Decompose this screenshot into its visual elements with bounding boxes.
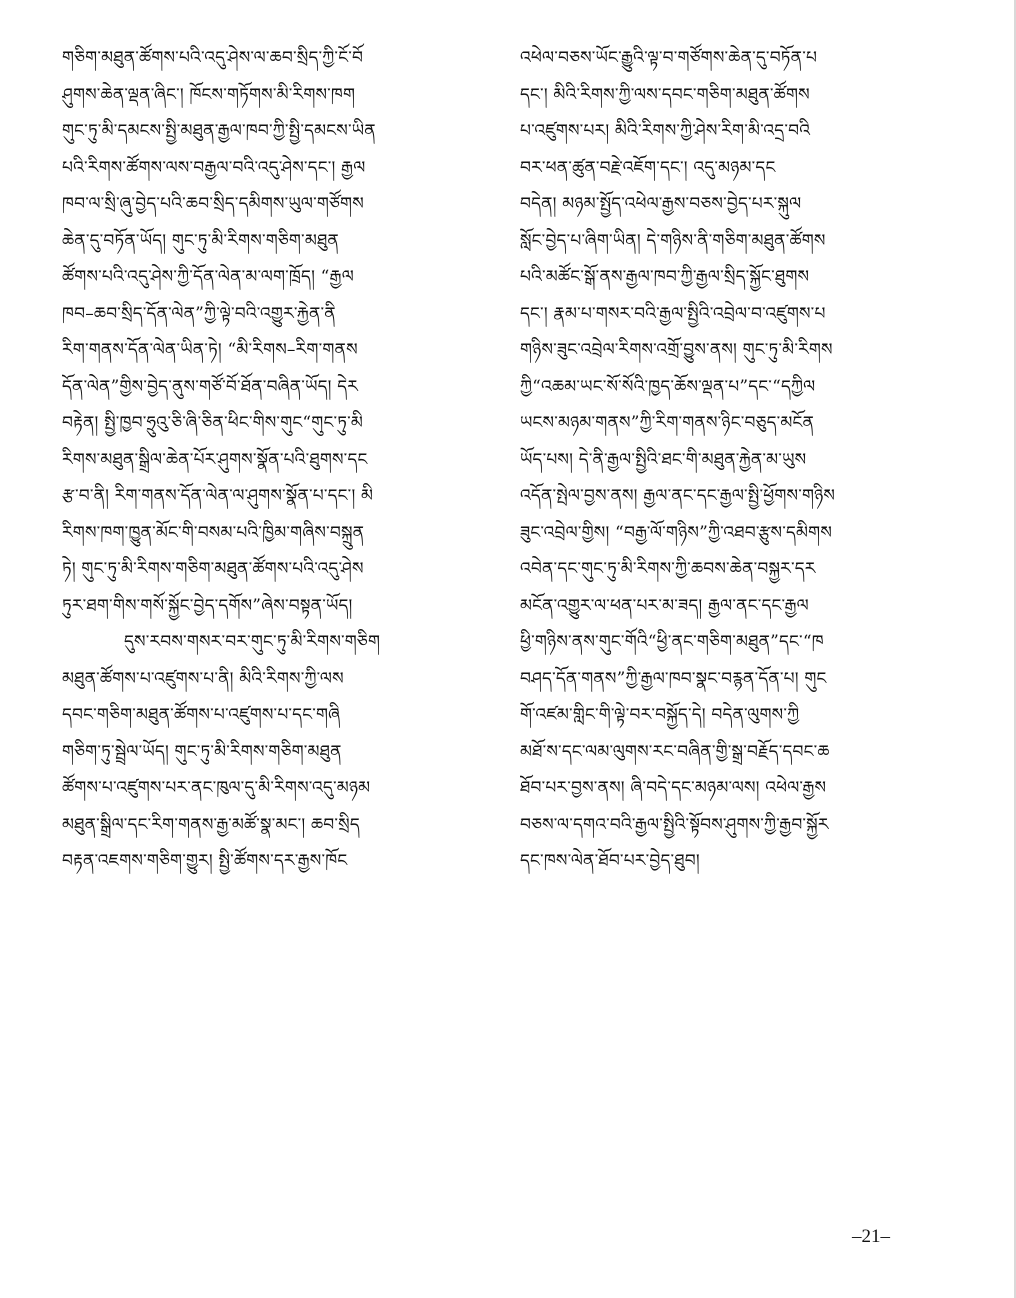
text-line: རིགས་ཁག་ཁྱུན་མོང་གི་བསམ་པའི་ཁྱིམ་གཞིས་བསྐྲུན (62, 522, 365, 543)
text-line: ཀྱི“འཆམ་ཡང་སོ་སོའི་ཁྱད་ཆོས་ལྡན་པ”དང་“དཀྱིལ (520, 376, 816, 397)
text-line: སློང་བྱེད་པ་ཞིག་ཡིན། དེ་གཉིས་ནི་གཅིག་མཐུན་ཚོགས (520, 230, 826, 251)
text-line: དང་། མིའི་རིགས་ཀྱི་ལས་དབང་གཅིག་མཐུན་ཚོགས (520, 84, 810, 105)
text-column-left (62, 40, 482, 880)
text-line: དང་ཁས་ལེན་ཐོབ་པར་བྱེད་ཐུབ། (520, 851, 700, 871)
text-line: ཆེན་དུ་བཏོན་ཡོད། གུང་ཏུ་མི་རིགས་གཅིག་མཐུན (62, 230, 339, 251)
text-line: ཡངས་མཉམ་གནས”ཀྱི་རིག་གནས་ཉིང་བཅུད་མངོན (520, 413, 815, 433)
text-line: དོན་ལེན”གྱིས་བྱེད་ནུས་གཙོ་བོ་ཐོན་བཞིན་ཡོད། དེར (62, 376, 359, 397)
text-line: གོ་འཛམ་གླིང་གི་ལྟེ་བར་བསྐྱོད་དེ། བདེན་ལུགས་ཀྱི (520, 705, 800, 725)
text-line: གཉིས་ཟུང་འབྲེལ་རིགས་འགྲོ་བྱུས་ནས། གུང་ཏུ་མི་རིགས (520, 340, 833, 360)
paragraph-start-line: དུས་རབས་གསར་བར་གུང་ཏུ་མི་རིགས་གཅིག (124, 632, 381, 652)
text-line: ཐོབ་པར་བྱས་ནས། ཞི་བདེ་དང་མཉམ་ལས། འཕེལ་རྒྱས (520, 778, 827, 798)
text-line: གཅིག་ཏུ་སྦྲེལ་ཡོད། གུང་ཏུ་མི་རིགས་གཅིག་མཐུན (62, 741, 342, 762)
text-line: བརྟེན། སྤྱི་ཁྱབ་ཧྲུའུ་ཅི་ཞི་ཅིན་ཕིང་གིས་གུང“གུང་ཏུ་མི (62, 413, 363, 433)
text-line: འདོན་སྤེལ་བྱས་ནས། རྒྱལ་ནང་དང་རྒྱལ་སྤྱི་ཕྱོགས་གཉིས (520, 486, 836, 506)
text-line: པའི་མཚོང་སྒོ་ནས་རྒྱལ་ཁབ་ཀྱི་རྒྱལ་སྲིད་སྐྱོང་ཐུགས (520, 267, 810, 287)
text-line: འཕེལ་བཅས་ཡོང་རྒྱུའི་ལྟ་བ་གཙོགས་ཆེན་དུ་བཏོན་པ (520, 48, 818, 68)
text-line: ཚོགས་པའི་འདུ་ཤེས་ཀྱི་དོན་ལེན་མ་ལག་ཁྲོད། “རྒྱལ (62, 267, 354, 287)
text-line: ཤུགས་ཆེན་ལྡན་ཞིང་། ཁོངས་གཏོགས་མི་རིགས་ཁག (62, 84, 356, 105)
text-line: མཐུན་སྒྲིལ་དང་རིག་གནས་རྒྱ་མཚོ་སྣ་མང་། ཆབ་སྲིད (62, 814, 360, 835)
text-line: བར་ཕན་ཚུན་བརྗེ་འཇོག་དང་། འདུ་མཉམ་དང (520, 157, 776, 178)
text-line: གཅིག་མཐུན་ཚོགས་པའི་འདུ་ཤེས་ལ་ཆབ་སྲིད་ཀྱི་ངོ་བོ (62, 48, 364, 68)
text-line: པ་འཛུགས་པར། མིའི་རིགས་ཀྱི་ཤེས་རིག་མི་འདྲ་བའི (520, 121, 811, 141)
text-line: བཅས་ལ་དགའ་བའི་རྒྱལ་སྤྱིའི་སྟོབས་ཤུགས་ཀྱི་རྒྱབ་སྐྱོར (520, 814, 829, 835)
text-line: ཟུང་འབྲེལ་གྱིས། “བརྒྱ་ལོ་གཉིས”ཀྱི་འཐབ་རྩུས་དམིགས (520, 522, 833, 543)
text-line: བརྟན་འཇགས་གཅིག་གྱུར། སྤྱི་ཚོགས་དར་རྒྱས་ཁོང (62, 851, 348, 871)
text-line: ཁབ–ཆབ་སྲིད་དོན་ལེན”ཀྱི་ལྟེ་བའི་འགྱུར་རྐྱེན་ནི (62, 303, 336, 324)
text-line: རིགས་མཐུན་སྒྲིལ་ཆེན་པོར་ཤུགས་སྣོན་པའི་ཐུགས་དང (62, 449, 368, 470)
text-line: གུང་ཏུ་མི་དམངས་སྤྱི་མཐུན་རྒྱལ་ཁབ་ཀྱི་སྤྱི་དམངས་ཡིན (62, 121, 376, 141)
text-line: ཕྱི་གཉིས་ནས་གུང་གོའི“ཕྱི་ནང་གཅིག་མཐུན”དང་“ཁ (520, 632, 824, 652)
text-line: བདེན། མཉམ་སྤྱོད་འཕེལ་རྒྱས་བཅས་བྱེད་པར་སྐུལ (520, 194, 802, 214)
text-line: མཐུན་ཚོགས་པ་འཛུགས་པ་ནི། མིའི་རིགས་ཀྱི་ལས (62, 668, 344, 689)
text-line: ཁབ་ལ་སྲི་ཞུ་བྱེད་པའི་ཆབ་སྲིད་དམིགས་ཡུལ་གཙོགས (62, 194, 364, 214)
text-line: རིག་གནས་དོན་ལེན་ཡིན་ཏེ། “མི་རིགས–རིག་གནས (62, 340, 358, 360)
text-line: པའི་རིགས་ཚོགས་ལས་བརྒྱལ་བའི་འདུ་ཤེས་དང་། རྒྱལ (62, 157, 366, 178)
text-line: འབེན་དང་གུང་ཏུ་མི་རིགས་ཀྱི་ཆབས་ཆེན་བསྐྱར་དར (520, 559, 816, 579)
page-number: –21– (852, 1226, 890, 1247)
text-line: མངོན་འགྱུར་ལ་ཕན་པར་མ་ཟད། རྒྱལ་ནང་དང་རྒྱལ (520, 595, 809, 616)
text-line: དབང་གཅིག་མཐུན་ཚོགས་པ་འཛུགས་པ་དང་གཞི (62, 705, 341, 725)
text-line: ཏུར་ཐག་གིས་གསོ་སྐྱོང་བྱེད་དགོས”ཞེས་བསྟན་ཡོད། (62, 595, 353, 616)
text-line: མཐོ་ས་དང་ལམ་ལུགས་རང་བཞིན་གྱི་སྒྲ་བརྗོད་དབང་ཆ (520, 741, 830, 762)
text-line: བཤད་དོན་གནས”ཀྱི་རྒྱལ་ཁབ་སྣང་བརྙན་དོན་པ། གུང (520, 668, 827, 689)
text-line: ཡོད་པས། དེ་ནི་རྒྱལ་སྤྱིའི་ཐང་གི་མཐུན་རྐྱེན་མ་ཡུས (520, 449, 807, 470)
text-line: ཏེ། གུང་ཏུ་མི་རིགས་གཅིག་མཐུན་ཚོགས་པའི་འདུ་ཤེས (62, 559, 364, 579)
text-line: ཚོགས་པ་འཛུགས་པར་ནང་ཁུལ་དུ་མི་རིགས་འདུ་མཉམ (62, 778, 371, 798)
text-line: རྩ་བ་ནི། རིག་གནས་དོན་ལེན་ལ་ཤུགས་སྣོན་པ་དང་། མི (62, 486, 374, 506)
text-line: དང་། རྣམ་པ་གསར་བའི་རྒྱལ་སྤྱིའི་འབྲེལ་བ་འཛུགས་པ (520, 303, 826, 324)
text-column-right (520, 40, 940, 880)
